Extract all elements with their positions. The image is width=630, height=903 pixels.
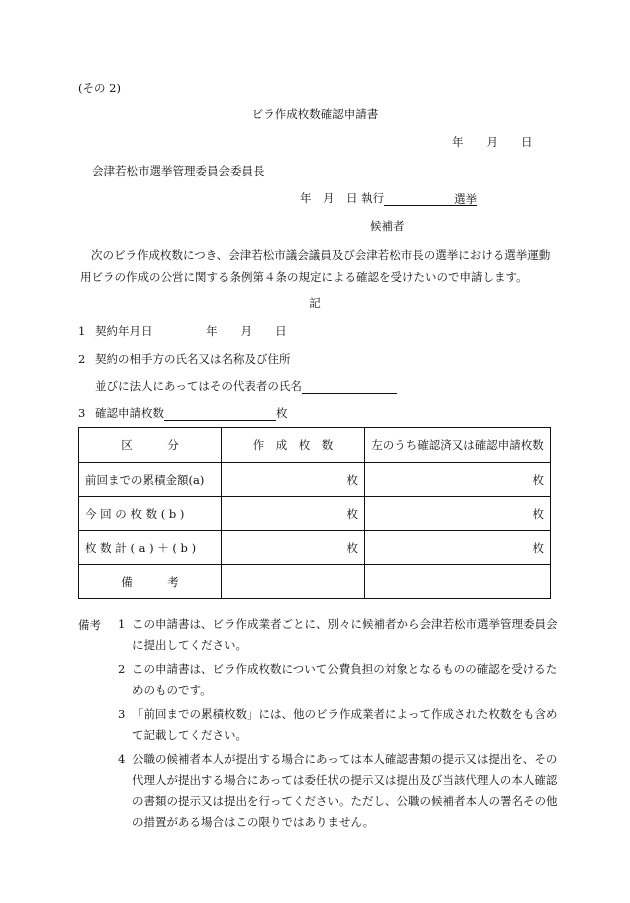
- note-number: 3: [118, 707, 126, 721]
- addressee: 会津若松市選挙管理委員会委員長: [92, 164, 265, 178]
- row-count-cell: 枚: [222, 531, 365, 565]
- table-row: [79, 531, 551, 565]
- note-text: この申請書は、ビラ作成業者ごとに、別々に候補者から会津若松市選挙管理委員会に提出してください。: [132, 617, 558, 652]
- row-label: 前回までの累積金額(a): [79, 463, 222, 497]
- note-number: 2: [118, 662, 126, 676]
- item-3-label: 確認申請枚数: [94, 406, 164, 420]
- row-confirmed-cell: [365, 565, 551, 599]
- item-1-date: 年 月 日: [206, 324, 287, 338]
- note-number: 1: [118, 617, 126, 631]
- document-title: ビラ作成枚数確認申請書: [251, 107, 379, 121]
- ki-label: 記: [309, 296, 321, 310]
- election-suffix: 選挙: [454, 192, 478, 206]
- note-number: 4: [118, 752, 126, 766]
- item-3-unit: 枚: [275, 406, 288, 420]
- row-confirmed-cell: 枚: [365, 531, 551, 565]
- representative-name-blank: [302, 379, 397, 394]
- row-confirmed-cell: 枚: [365, 463, 551, 497]
- item-3-number: 3: [78, 406, 86, 420]
- confirmation-table: [78, 427, 551, 599]
- row-label: 今 回 の 枚 数 ( b ): [79, 497, 222, 531]
- note-2: [118, 659, 558, 701]
- note-1: [118, 614, 558, 656]
- election-line: [300, 190, 477, 206]
- table-row: [79, 497, 551, 531]
- note-text: 公職の候補者本人が提出する場合にあっては本人確認書類の提示又は提出を、その代理人が提出する場合にあっては委任状の提示又は提出及び当該代理人の本人確認の書類の提示又は提出を行ってください。ただし、公職の候補者本人の署名その他の措置がある場合はこの限りではありません。: [132, 752, 558, 829]
- item-3: [78, 405, 287, 421]
- row-confirmed-cell: 枚: [365, 497, 551, 531]
- row-label: 枚 数 計 ( a ) ＋ ( b ): [79, 531, 222, 565]
- election-name-blank: [384, 191, 454, 206]
- note-text: この申請書は、ビラ作成枚数について公費負担の対象となるものの確認を受けるためのものです。: [132, 662, 558, 697]
- header-category: 区 分: [79, 428, 222, 463]
- note-3: [118, 704, 558, 746]
- header-confirmed: 左のうち確認済又は確認申請枚数: [365, 428, 551, 463]
- header-count: 作 成 枚 数: [222, 428, 365, 463]
- row-count-cell: 枚: [222, 497, 365, 531]
- item-2-sub-label: 並びに法人にあってはその代表者の氏名: [95, 379, 302, 393]
- date-line: 年 月 日: [452, 135, 533, 149]
- candidate-label: 候補者: [370, 219, 405, 233]
- item-2-number: 2: [78, 352, 86, 366]
- row-count-cell: [222, 565, 365, 599]
- election-prefix: 年 月 日 執行: [300, 191, 385, 205]
- item-1-number: 1: [78, 324, 86, 338]
- notes-label: 備考: [78, 618, 101, 632]
- note-4: [118, 749, 558, 833]
- table-header-row: [79, 428, 551, 463]
- item-1: [78, 323, 287, 339]
- item-2-sub: [95, 378, 397, 394]
- form-number: (その 2): [78, 81, 121, 95]
- item-1-label: 契約年月日: [94, 324, 153, 338]
- item-2-label: 契約の相手方の氏名又は名称及び住所: [94, 352, 291, 366]
- row-count-cell: 枚: [222, 463, 365, 497]
- table-row-remarks: [79, 565, 551, 599]
- row-label: 備 考: [79, 565, 222, 599]
- note-text: 「前回までの累積枚数」には、他のビラ作成業者によって作成された枚数をも含めて記載してください。: [132, 707, 558, 742]
- count-blank: [164, 406, 276, 421]
- table-row: [79, 463, 551, 497]
- body-text: 次のビラ作成枚数につき、会津若松市議会議員及び会津若松市長の選挙における選挙運動用ビラの作成の公営に関する条例第４条の規定による確認を受けたいので申請します。: [80, 248, 551, 284]
- item-2: [78, 351, 290, 367]
